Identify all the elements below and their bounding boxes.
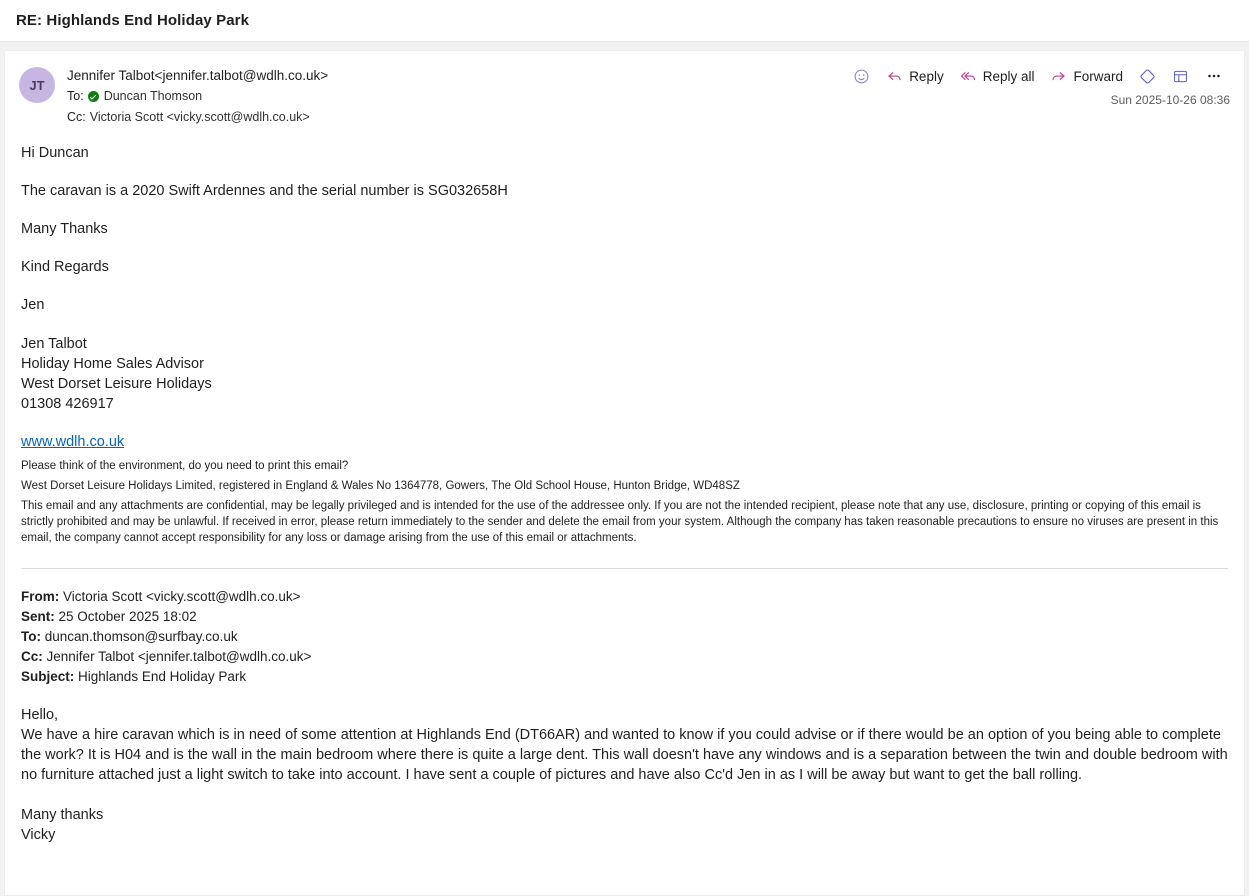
react-button[interactable] [846,64,877,89]
quoted-spacer [21,785,1228,805]
sender-address[interactable]: Jennifer Talbot<jennifer.talbot@wdlh.co.uk> [67,68,329,83]
quoted-paragraph: We have a hire caravan which is in need of some attention at Highlands End (DT66AR) and wanted to know if you could advise or if there would be an option of you being able to complete the work? It is H04 and is the wall in the main bedroom where there is quite a large dent. This wall doesn't have any windows and is a separation between the twin and double bedroom with no furniture attached just a light switch to take into account. I have sent a couple of pictures and have also Cc'd Jen in as I will be away but want to get the ball rolling. [21,727,1228,783]
forward-icon [1050,68,1067,85]
apps-button[interactable] [1165,64,1196,89]
reply-all-icon [960,68,977,85]
signature-name: Jen Talbot [21,336,87,352]
quoted-cc-value: Jennifer Talbot <jennifer.talbot@wdlh.co.uk> [46,649,312,664]
quoted-signoff: Vicky [21,827,56,843]
quoted-sent-line [21,607,1228,627]
body-signoff-name: Jen [21,297,45,313]
quoted-to-label: To: [21,629,41,644]
body-paragraph-1: The caravan is a 2020 Swift Ardennes and the serial number is SG032658H [21,183,508,199]
grid-apps-icon [1172,68,1189,85]
quoted-from-line [21,587,1228,607]
body-regards: Kind Regards [21,259,109,275]
registration-note: West Dorset Leisure Holidays Limited, registered in England & Wales No 1364778, Gowers, The Old School House, Hunton Bridge, WD48SZ [21,480,740,492]
signature-website-line [21,432,1228,452]
legal-disclaimer: This email and any attachments are confidential, may be legally privileged and is intended for the use of the addressee only. If you are not the intended recipient, please note that any use, disclosure, printing or copying of this email is strictly prohibited and may be unlawful. If received in error, please return immediately to the sender and delete the email from your system. Although the company has taken reasonable precautions to ensure no viruses are present in this email, the company cannot accept responsibility for any loss or damage arising from the use of this email or attachments. [21,500,1219,544]
website-link[interactable]: www.wdlh.co.uk [21,434,125,450]
avatar: JT [19,67,55,103]
signature-company: West Dorset Leisure Holidays [21,376,212,392]
to-label: To: [67,89,84,103]
page-title: RE: Highlands End Holiday Park [16,12,250,29]
message-body [5,128,1244,865]
signature-block [21,334,1228,414]
quoted-divider [21,568,1228,569]
header-text-block [67,65,328,128]
quoted-cc-line [21,647,1228,667]
forward-label: Forward [1073,68,1123,84]
reply-all-label: Reply all [982,68,1035,84]
body-thanks: Many Thanks [21,221,108,237]
quoted-from-label: From: [21,589,60,604]
message-card [4,50,1245,896]
diamond-tag-icon [1139,68,1156,85]
signature-role: Holiday Home Sales Advisor [21,356,204,372]
to-recipient[interactable]: Duncan Thomson [103,89,203,103]
more-options-button[interactable] [1198,63,1230,89]
signature-phone: 01308 426917 [21,396,114,412]
quoted-from-value: Victoria Scott <vicky.scott@wdlh.co.uk> [63,589,301,604]
smiley-icon [853,68,870,85]
reply-label: Reply [909,68,944,84]
quoted-to-line [21,627,1228,647]
to-line [67,86,328,107]
signature-fineprint [21,458,1228,546]
quoted-subject-line [21,667,1228,687]
quoted-cc-label: Cc: [21,649,43,664]
cc-label: Cc: [67,110,86,124]
subject-bar [0,0,1249,42]
quoted-sent-value: 25 October 2025 18:02 [58,609,197,624]
quoted-subject-label: Subject: [21,669,75,684]
reply-all-button[interactable] [953,64,1042,89]
reply-button[interactable] [879,64,951,89]
forward-button[interactable] [1043,64,1130,89]
quoted-to-value: duncan.thomson@surfbay.co.uk [44,629,238,644]
ellipsis-icon [1205,67,1223,85]
quoted-sent-label: Sent: [21,609,55,624]
cc-line [67,107,328,128]
message-header [5,51,1244,128]
reply-icon [886,68,903,85]
quoted-closing: Many thanks [21,807,104,823]
body-greeting: Hi Duncan [21,145,89,161]
cc-recipient[interactable]: Victoria Scott <vicky.scott@wdlh.co.uk> [89,110,310,124]
environment-note: Please think of the environment, do you need to print this email? [21,460,349,472]
quoted-greeting: Hello, [21,707,59,723]
quoted-subject-value: Highlands End Holiday Park [78,669,247,684]
presence-available-icon [88,91,99,102]
tag-button[interactable] [1132,64,1163,89]
message-actions-toolbar [846,63,1230,89]
message-timestamp: Sun 2025-10-26 08:36 [1110,93,1230,107]
quoted-message-header [21,587,1228,687]
quoted-message-body [21,705,1228,845]
